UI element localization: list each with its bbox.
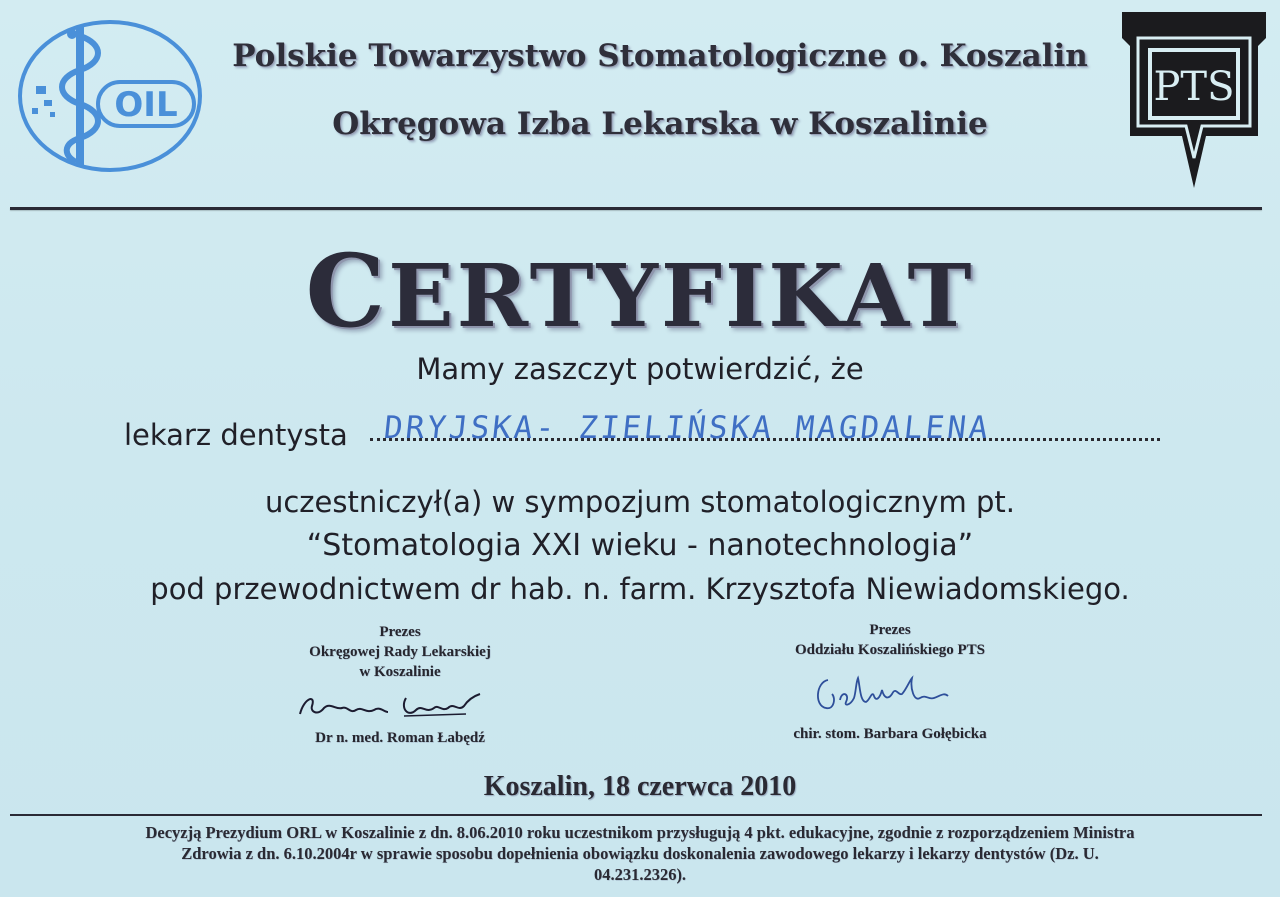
left-signer-line-3: w Koszalinie [359,664,441,680]
org-name-oil: Okręgowa Izba Lekarska w Koszalinie [332,106,988,142]
oil-logo-icon [14,16,206,176]
certificate-title [0,232,1280,350]
right-signer-name: chir. stom. Barbara Gołębicka [793,726,987,742]
right-signer-title [730,620,1050,660]
symposium-topic: “Stomatologia XXI wieku - nanotechnologia” [306,528,974,563]
chairperson-text: pod przewodnictwem dr hab. n. farm. Krzysztofa Niewiadomskiego. [150,572,1130,606]
footer-line-3: 04.231.2326). [593,865,687,884]
right-signature-icon [810,672,970,716]
dentist-label: lekarz dentysta [124,418,348,452]
left-signer-line-1: Prezes [379,624,421,640]
svg-text:OIL: OIL [114,85,178,125]
left-signer-title [240,622,560,682]
header-divider [10,207,1262,210]
org-name-pts: Polskie Towarzystwo Stomatologiczne o. Koszalin [232,38,1088,74]
left-signer-name: Dr n. med. Roman Łabędź [315,730,485,746]
pts-logo-icon [1118,8,1270,192]
left-signature-icon [296,688,492,724]
place-and-date: Koszalin, 18 czerwca 2010 [483,771,797,802]
footer-divider [10,814,1262,816]
footer-note [10,822,1270,885]
footer-line-1: Decyzją Prezydium ORL w Koszalinie z dn. 8.06.2010 roku uczestnikom przysługują 4 pkt. edukacyjne, zgodnie z rozporządzeniem Ministra [145,823,1135,842]
right-signer-line-1: Prezes [869,622,911,638]
certificate-title-rest: ERTYFIKAT [388,246,975,347]
svg-text:PTS: PTS [1153,64,1235,110]
participation-text: uczestniczył(a) w sympozjum stomatologicznym pt. [264,485,1016,519]
left-signer-line-2: Okręgowej Rady Lekarskiej [309,644,491,660]
intro-text: Mamy zaszczyt potwierdzić, że [416,352,864,386]
certificate-title-initial: C [305,232,389,350]
participant-name: DRYJSKA- ZIELIŃSKA MAGDALENA [382,410,993,446]
right-signer-line-2: Oddziału Koszalińskiego PTS [794,642,986,658]
footer-line-2: Zdrowia z dn. 6.10.2004r w sprawie sposobu dopełnienia obowiązku doskonalenia zawodowego lekarzy i lekarzy dentystów (Dz. U. [181,844,1099,863]
